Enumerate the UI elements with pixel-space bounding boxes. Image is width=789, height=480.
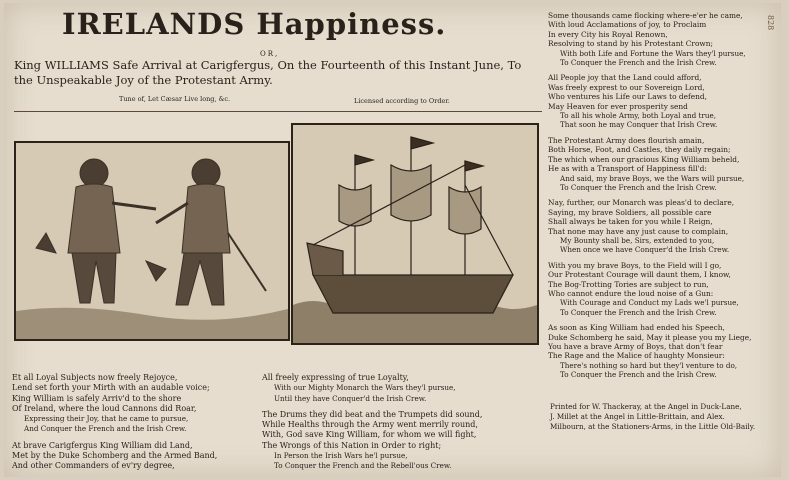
verse-line: Of Ireland, where the loud Cannons did Roar, <box>12 403 197 413</box>
verse-line: Et all Loyal Subjects now freely Rejoyce, <box>12 373 178 382</box>
verse-line: Duke Schomberg he said, May it please you my Liege, <box>548 332 752 342</box>
refrain-line: Until they have Conquer'd the Irish Crew. <box>274 393 427 403</box>
verse-line: With, God save King William, for whom we will fight, <box>262 430 477 440</box>
stanza <box>548 11 751 67</box>
verse-line: King William is safely Arriv'd to the shore <box>12 393 182 403</box>
verse-line: The Wrongs of this Nation in Order to right; <box>262 440 442 450</box>
header-rule <box>14 111 542 112</box>
verse-line: Who ventures his Life our Laws to defend, <box>548 92 707 102</box>
stanza <box>12 373 217 435</box>
refrain-line: To Conquer the French and the Irish Crew. <box>560 182 717 192</box>
verse-line: Saying, my brave Soldiers, all possible care <box>548 207 712 217</box>
verse-line: Our Protestant Courage will daunt them, I know, <box>548 270 731 280</box>
title-or: OR, <box>260 50 280 58</box>
refrain-line: With Courage and Conduct my Lads we'l pursue, <box>560 298 739 308</box>
verse-line: The Drums they did beat and the Trumpets did sound, <box>262 409 483 419</box>
refrain-line: When once we have Conquer'd the Irish Crew. <box>560 245 730 255</box>
verse-line: At brave Carigfergus King William did Land, <box>12 440 193 450</box>
stanza <box>548 73 751 129</box>
stanza <box>262 410 482 472</box>
stanza <box>548 261 751 317</box>
verse-line: That none may have any just cause to complain, <box>548 226 729 236</box>
imprint-line: J. Millet at the Angel in Little-Brittain, and Alex. <box>550 412 725 421</box>
verse-line: And other Commanders of ev'ry degree, <box>12 461 175 471</box>
middle-column <box>262 373 482 478</box>
gentlemen-illustration <box>16 143 288 339</box>
verse-line: Some thousands came flocking where-e'er he came, <box>548 11 743 20</box>
ship-illustration <box>293 125 537 343</box>
imprint-line: Milbourn, at the Stationers-Arms, in the Little Old-Baily. <box>550 422 756 431</box>
verse-line: With you my brave Boys, to the Field will I go, <box>548 260 722 270</box>
refrain-line: To Conquer the French and the Rebell'ous Crew. <box>274 461 452 471</box>
left-column <box>12 373 217 478</box>
refrain-line: To Conquer the French and the Irish Crew. <box>560 370 717 380</box>
refrain-line: And Conquer the French and the Irish Crew. <box>24 424 187 434</box>
refrain-line: With our Mighty Monarch the Wars they'l pursue, <box>274 383 456 393</box>
stanza <box>548 136 751 192</box>
refrain-line: To Conquer the French and the Irish Crew. <box>560 58 717 68</box>
verse-line: Lend set forth your Mirth with an audable voice; <box>12 383 210 393</box>
verse-line: With loud Acclamations of joy, to Proclaim <box>548 20 707 30</box>
verse-line: May Heaven for ever prosperity send <box>548 101 688 111</box>
stanza <box>12 441 217 472</box>
verse-line: The Rage and the Malice of haughty Monsieur: <box>548 351 725 361</box>
license-note: Licensed according to Order. <box>354 97 450 105</box>
verse-line: He as with a Transport of Happiness fill'd: <box>548 164 707 174</box>
refrain-line: To all his whole Army, both Loyal and true, <box>560 111 717 121</box>
woodcut-ship <box>291 123 539 345</box>
verse-line: Who cannot endure the loud noise of a Gun: <box>548 288 714 298</box>
refrain-line: My Bounty shall be, Sirs, extended to you, <box>560 235 715 245</box>
verse-line: Shall always be taken for you while I Reign, <box>548 217 713 227</box>
verse-line: Nay, further, our Monarch was pleas'd to declare, <box>548 198 735 208</box>
verse-line: As soon as King William had ended his Speech, <box>548 323 725 333</box>
verse-line: Both Horse, Foot, and Castles, they daily regain; <box>548 145 731 155</box>
refrain-line: To Conquer the French and the Irish Crew. <box>560 307 717 317</box>
verse-line: In every City his Royal Renown, <box>548 29 668 39</box>
verse-line: The Protestant Army does flourish amain, <box>548 135 705 145</box>
woodcut-two-gentlemen <box>14 141 290 341</box>
page-title: IRELANDS Happiness. <box>62 7 447 41</box>
stanza <box>262 373 482 404</box>
refrain-line: Expressing their Joy, that he came to pursue, <box>24 414 189 424</box>
refrain-line: In Person the Irish Wars he'l pursue, <box>274 451 408 461</box>
right-column <box>548 11 751 386</box>
verse-line: You have a brave Army of Boys, that don't fear <box>548 342 723 351</box>
verse-line: The which when our gracious King William beheld, <box>548 154 740 164</box>
stanza <box>548 198 751 254</box>
refrain-line: There's nothing so hard but they'l venture to do, <box>560 360 738 370</box>
refrain-line: With both Life and Fortune the Wars they'l pursue, <box>560 48 746 58</box>
verse-line: Met by the Duke Schomberg and the Armed Band, <box>12 451 218 461</box>
refrain-line: And said, my brave Boys, we the Wars will pursue, <box>560 173 745 183</box>
verse-line: Resolving to stand by his Protestant Crown; <box>548 39 713 49</box>
verse-line: Was freely exprest to our Sovereign Lord, <box>548 82 705 92</box>
imprint <box>550 402 755 432</box>
verse-line: All freely expressing of true Loyalty, <box>262 373 409 382</box>
shelfmark: 828 <box>766 15 775 31</box>
verse-line: The Bog-Trotting Tories are subject to run, <box>548 279 709 289</box>
subtitle: King WILLIAMS Safe Arrival at Carigfergus, On the Fourteenth of this Instant June, To the Unspeakable Joy of the Protestant Army. <box>14 58 522 87</box>
stanza <box>548 323 751 379</box>
imprint-line: Printed for W. Thackeray, at the Angel in Duck-Lane, <box>550 402 742 411</box>
verse-line: While Healths through the Army went merrily round, <box>262 420 478 430</box>
refrain-line: That soon he may Conquer that Irish Crew. <box>560 120 718 130</box>
verse-line: All People joy that the Land could afford, <box>548 73 702 83</box>
broadside-sheet <box>4 3 781 477</box>
tune-note: Tune of, Let Cæsar Live long, &c. <box>119 95 231 103</box>
